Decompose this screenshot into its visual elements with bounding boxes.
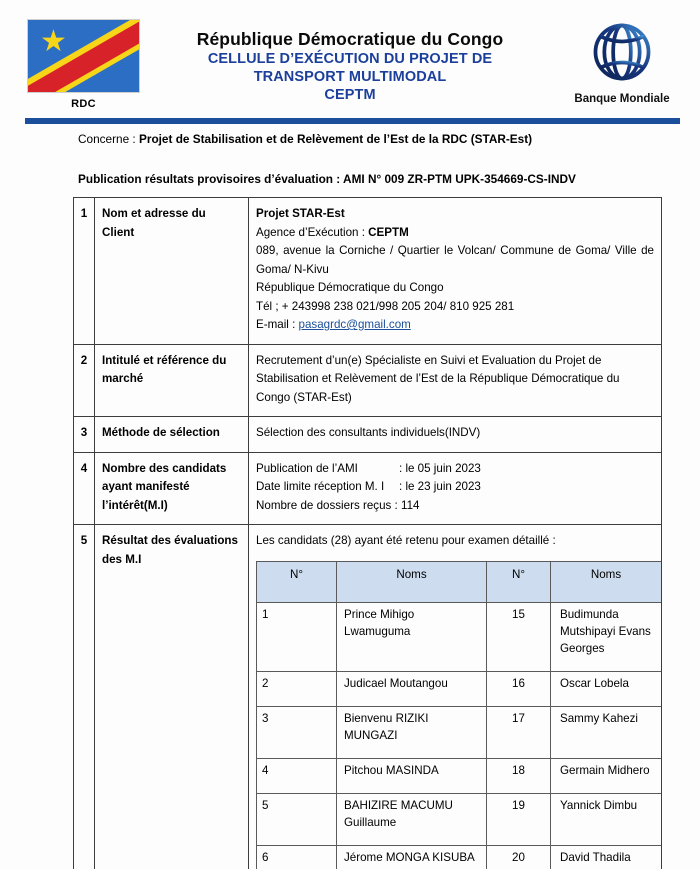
phone-line: Tél ; + 243998 238 021/998 205 204/ 810 925 281 <box>256 299 515 313</box>
table-row-applicants <box>74 452 662 525</box>
candidate-no-right: 17 <box>487 706 551 758</box>
table-row <box>257 602 662 671</box>
row-label-results: Résultat des évaluations des M.I <box>95 525 249 869</box>
publication-line: Publication résultats provisoires d’évaluation : AMI N° 009 ZR-PTM UPK-354669-CS-INDV <box>78 172 576 186</box>
concerne-value: Projet de Stabilisation et de Relèvement de l’Est de la RDC (STAR-Est) <box>138 132 533 146</box>
candidates-header-name-left: Noms <box>337 561 487 602</box>
table-row-method <box>74 417 662 453</box>
ami-deadline-value: : le 23 juin 2023 <box>399 480 481 493</box>
candidate-name-left: Jérome MONGA KISUBA <box>337 845 487 869</box>
worldbank-caption: Banque Mondiale <box>574 93 670 105</box>
email-link[interactable]: pasagrdc@gmail.com <box>298 318 411 331</box>
candidate-no-left: 3 <box>257 706 337 758</box>
row-label-client: Nom et adresse du Client <box>95 198 249 345</box>
candidate-no-right: 19 <box>487 793 551 845</box>
row-label-method: Méthode de sélection <box>95 417 249 453</box>
flag-star-icon: ★ <box>40 25 67 58</box>
candidates-intro: Les candidats (28) ayant été retenu pour examen détaillé : <box>256 534 556 547</box>
row-label-title: Intitulé et référence du marché <box>95 344 249 417</box>
worldbank-globe-icon <box>588 18 656 86</box>
candidate-no-right: 20 <box>487 845 551 869</box>
candidate-name-left: Pitchou MASINDA <box>337 758 487 793</box>
agency-label: Agence d’Exécution : <box>256 225 369 239</box>
row-content-results <box>249 525 662 869</box>
candidates-header-row <box>257 561 662 602</box>
unit-name-line2: TRANSPORT MULTIMODAL <box>253 69 447 85</box>
agency-value: CEPTM <box>368 225 409 239</box>
candidates-header-no-left: N° <box>257 561 337 602</box>
row-number: 5 <box>74 525 95 869</box>
candidates-header-name-right: Noms <box>551 561 662 602</box>
ami-publication-line <box>256 460 654 479</box>
notice-table <box>73 197 662 869</box>
candidate-no-left: 2 <box>257 671 337 706</box>
table-row <box>257 793 662 845</box>
agency-line <box>256 224 654 243</box>
row-content-method: Sélection des consultants individuels(INDV) <box>249 417 662 453</box>
candidate-name-right: David Thadila <box>551 845 662 869</box>
address-line-2: République Démocratique du Congo <box>256 281 444 294</box>
candidate-name-left: Judicael Moutangou <box>337 671 487 706</box>
table-row-client <box>74 198 662 345</box>
candidate-no-right: 15 <box>487 602 551 671</box>
ami-publication-key: Publication de l’AMI <box>256 461 358 475</box>
row-content-applicants <box>249 452 662 525</box>
candidate-name-left: Bienvenu RIZIKI MUNGAZI <box>337 706 487 758</box>
candidate-no-right: 16 <box>487 671 551 706</box>
drc-flag-block <box>27 19 140 110</box>
table-row <box>257 758 662 793</box>
organization-title <box>150 28 550 104</box>
table-row <box>257 671 662 706</box>
row-number: 3 <box>74 417 95 453</box>
email-label: E-mail : <box>256 318 299 331</box>
row-number: 4 <box>74 452 95 525</box>
candidates-table <box>256 561 662 869</box>
candidate-name-right: Germain Midhero <box>551 758 662 793</box>
candidate-no-left: 4 <box>257 758 337 793</box>
concerne-label: Concerne : <box>78 132 139 146</box>
candidate-name-right: Budimunda Mutshipayi Evans Georges <box>551 602 662 671</box>
candidate-name-right: Yannick Dimbu <box>551 793 662 845</box>
email-line <box>256 316 654 335</box>
candidate-name-right: Oscar Lobela <box>551 671 662 706</box>
unit-name-line1: CELLULE D’EXÉCUTION DU PROJET DE <box>207 51 493 67</box>
candidate-name-right: Sammy Kahezi <box>551 706 662 758</box>
table-row-results <box>74 525 662 869</box>
table-row <box>257 845 662 869</box>
flag-caption: RDC <box>71 98 96 110</box>
table-row-title <box>74 344 662 417</box>
worldbank-block <box>558 18 686 105</box>
candidate-name-left: BAHIZIRE MACUMU Guillaume <box>337 793 487 845</box>
address-line-1: 089, avenue la Corniche / Quartier le Volcan/ Commune de Goma/ Ville de Goma/ N-Kivu <box>256 244 654 276</box>
candidate-no-left: 5 <box>257 793 337 845</box>
drc-flag-icon <box>27 19 140 93</box>
ami-deadline-key: Date limite réception M. I <box>256 480 385 493</box>
row-label-applicants: Nombre des candidats ayant manifesté l’intérêt(M.I) <box>95 452 249 525</box>
row-number: 2 <box>74 344 95 417</box>
candidate-no-right: 18 <box>487 758 551 793</box>
candidate-name-left: Prince Mihigo Lwamuguma <box>337 602 487 671</box>
row-content-title: Recrutement d’un(e) Spécialiste en Suivi et Evaluation du Projet de Stabilisation et Relèvement de l’Est de la République Démocratique du Congo (STAR-Est) <box>249 344 662 417</box>
candidates-header-no-right: N° <box>487 561 551 602</box>
applications-received-line: Nombre de dossiers reçus : 114 <box>256 498 420 512</box>
concerne-line <box>78 131 668 147</box>
header-divider-bar <box>25 118 680 124</box>
candidate-no-left: 1 <box>257 602 337 671</box>
candidate-no-left: 6 <box>257 845 337 869</box>
table-row <box>257 706 662 758</box>
subject-area <box>78 131 668 187</box>
project-name: Projet STAR-Est <box>256 207 345 220</box>
country-name: République Démocratique du Congo <box>196 29 504 49</box>
row-content-client <box>249 198 662 345</box>
ami-publication-value: : le 05 juin 2023 <box>399 461 481 475</box>
ami-deadline-line <box>256 478 654 497</box>
unit-acronym: CEPTM <box>324 87 376 103</box>
document-header <box>0 0 700 118</box>
row-number: 1 <box>74 198 95 345</box>
candidates-body <box>257 602 662 869</box>
